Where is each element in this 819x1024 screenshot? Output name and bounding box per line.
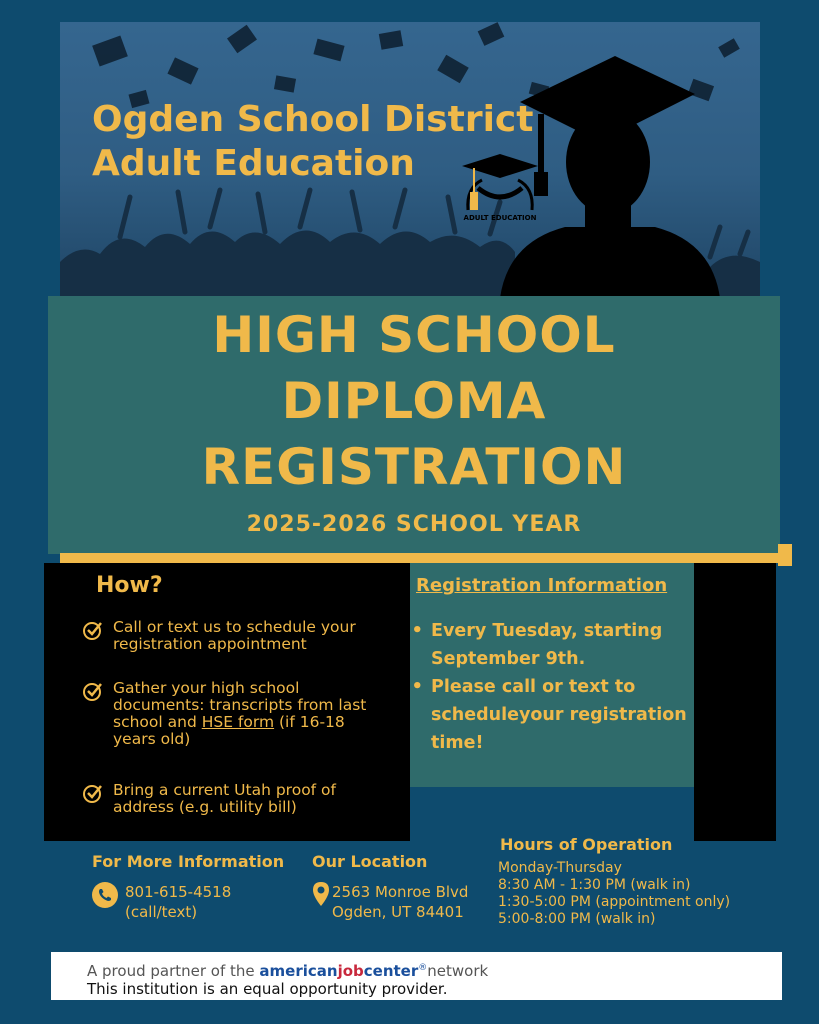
partner-suffix: network (427, 962, 489, 980)
registration-item-text: Please call or text to scheduleyour registration time! (431, 677, 687, 753)
how-item-text (113, 680, 392, 748)
more-info-heading: For More Information (92, 852, 285, 871)
location-heading: Our Location (312, 852, 428, 871)
phone-icon (92, 882, 118, 908)
hours-line: 5:00-8:00 PM (walk in) (498, 911, 656, 927)
how-item-text-after: (if 16-18 years old) (113, 713, 345, 748)
list-item (410, 617, 694, 673)
gold-accent-bar (60, 553, 792, 563)
bullet-icon: • (411, 676, 423, 697)
hours-line: 1:30-5:00 PM (appointment only) (498, 894, 731, 910)
district-title-line2: Adult Education (92, 143, 415, 184)
partner-line (87, 959, 782, 980)
registration-panel (410, 563, 694, 787)
adult-education-cap-logo (460, 150, 540, 222)
how-item-text: Call or text us to schedule your registration appointment (113, 618, 356, 653)
hse-form-link[interactable]: HSE form (201, 713, 275, 731)
address-city: Ogden, UT 84401 (332, 903, 464, 921)
registration-heading: Registration Information (416, 575, 668, 596)
how-panel (44, 563, 410, 841)
title-line-diploma: DIPLOMA (281, 372, 547, 430)
ajc-brand-american: american (259, 962, 338, 980)
ajc-brand-registered: ® (418, 963, 428, 973)
phone-note: (call/text) (125, 903, 198, 921)
hours-line: Monday-Thursday (498, 860, 622, 876)
how-item-text: Bring a current Utah proof of address (e.g. utility bill) (113, 781, 337, 816)
address-block (332, 882, 468, 922)
how-heading: How? (96, 573, 163, 598)
how-item-text-before: Gather your high school documents: transcripts from last school and (113, 679, 367, 731)
title-line-high-school: HIGH SCHOOL (212, 306, 616, 364)
registration-item-text: Every Tuesday, starting September 9th. (431, 621, 663, 669)
location-pin-icon (312, 881, 330, 907)
equal-opportunity-statement: This institution is an equal opportunity provider. (87, 980, 448, 998)
black-accent-block (694, 563, 776, 841)
footer (51, 952, 782, 1000)
how-item (82, 782, 392, 816)
ajc-brand-job: job (337, 962, 364, 980)
check-circle-icon (82, 619, 104, 641)
ajc-brand-center: center (363, 962, 419, 980)
phone-number[interactable]: 801-615-4518 (125, 883, 232, 901)
hours-block (498, 860, 730, 928)
gold-accent-corner (778, 544, 792, 566)
hours-heading: Hours of Operation (500, 835, 673, 854)
title-box (48, 296, 780, 554)
phone-block (125, 882, 231, 922)
registration-list (410, 617, 694, 757)
district-title-line1: Ogden School District (92, 99, 534, 140)
how-item (82, 680, 392, 748)
hero-photo (60, 22, 760, 298)
school-year: 2025-2026 SCHOOL YEAR (246, 512, 582, 537)
how-item (82, 619, 392, 653)
partner-prefix: A proud partner of the (87, 962, 260, 980)
list-item (410, 673, 694, 757)
hours-line: 8:30 AM - 1:30 PM (walk in) (498, 877, 691, 893)
address-street: 2563 Monroe Blvd (332, 883, 469, 901)
bullet-icon: • (411, 620, 423, 641)
title-line-registration: REGISTRATION (201, 438, 627, 496)
check-circle-icon (82, 782, 104, 804)
logo-text: ADULT EDUCATION (463, 214, 537, 222)
check-circle-icon (82, 680, 104, 702)
